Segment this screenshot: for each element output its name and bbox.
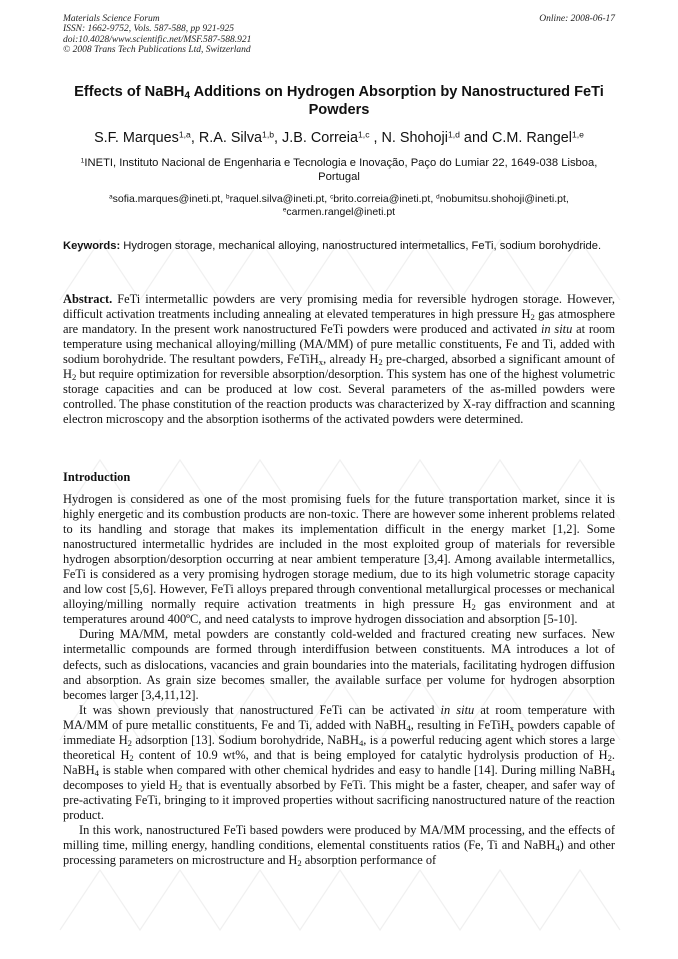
keywords [63,240,615,254]
doi-line: doi:10.4028/www.scientific.net/MSF.587-588.921 [63,34,252,45]
author-emails: $^a$sofia.marques@ineti.pt, $^b$raquel.silva@ineti.pt, $^c$brito.correia@ineti.pt, $^d$nobumitsu.shohoji@ineti.pt, $^e$carmen.rangel@ineti.pt [109,193,569,219]
author-name: C.M. Rangel [491,130,572,146]
email-mark: a [109,193,113,201]
affiliation: $^1$INETI, Instituto Nacional de Engenharia e Tecnologia e Inovação, Paço do Lumiar 22, 1649-038 Lisboa, Portugal [80,157,598,184]
author-email[interactable]: raquel.silva@ineti.pt [229,193,325,205]
author-affiliation-mark: 1,c [358,129,370,140]
issn-line: ISSN: 1662-9752, Vols. 587-588, pp 921-925 [63,24,234,35]
author-email[interactable]: brito.correia@ineti.pt [333,193,431,205]
author-email[interactable]: nobumitsu.shohoji@ineti.pt [439,193,566,205]
online-date: Online: 2008-06-17 [539,14,615,24]
intro-paragraph-3: It was shown previously that nanostructured FeTi can be activated in situ at room temperature with MA/MM of pure metallic constituents, Fe and Ti, added with NaBH$_4$, resulting in FeTiH$_x$ powders capable of immediate $H_2$ adsorption [13]. Sodium borohydride, NaBH$_4$, is a powerful reducing agent which stores a large theoretical $H_2$ content of 10.9 wt%, and that is being employed for catalytic hydrolysis production of $H_2$. NaBH$_4$ is stable when compared with other chemical hydrides and easy to handle [14]. During milling NaBH$_4$ decomposes to yield $H_2$ that is eventually absorbed by FeTi. This might be a faster, cheaper, and safer way of pre-activating FeTi, bringing to it improved properties without sacrificing nanostructured nature of the reaction product. [63,702,616,822]
abstract: Abstract. FeTi intermetallic powders are very promising media for reversible hydrogen storage. However, difficult activation treatments including annealing at elevated temperatures in high pressure $H_2$ gas atmosphere are mandatory. In the present work nanostructured FeTi powders were produced and activated in situ at room temperature using mechanical alloying/milling (MA/MM) of pure metallic constituents, Fe and Ti, added with sodium borohydride. The resultant powders, FeTiH$_x$, already $H_2$ pre-charged, absorbed a significant amount of $H_2$ but require optimization for reversible absorption/desorption. This system has one of the highest volumetric storage capacities and can be produced at low cost. Several parameters of the as-milled powders were controlled. The phase constitution of the reaction products was characterized by X-ray diffraction and scanning electron microscopy and the absorption isotherms of the activated powders were determined. [63,292,616,427]
intro-paragraph-4: In this work, nanostructured FeTi based powders were produced by MA/MM processing, and the effects of milling time, milling energy, handling conditions, elemental constituents ratios (Fe, Ti and NaBH$_4$) and other processing parameters on microstructure and $H_2$ absorption performance of [63,823,616,869]
author-name: S.F. Marques [94,130,179,146]
journal-header [63,14,615,56]
intro-paragraph-1: Hydrogen is considered as one of the most promising fuels for the future transportation market, since it is highly energetic and its combustion products are non-toxic. There are however some inherent problems related to its handling and storage that makes its implementation difficult in the energy market [1,2]. Some nanostructured intermetallic hydrides are included in the most exploited group of materials for reversible hydrogen absorption/desorption occurring at near ambient temperature [3,4]. Among available intermetallics, FeTi is considered as a very promising hydrogen storage medium, due to its high volumetric storage capacity and low cost [5,6]. However, FeTi alloys prepared through conventional metallurgical processes or mechanical alloying/milling normally require activation treatments in high pressure $H_2$ gas environment and at temperatures around 400ºC, and need catalysts to improve hydrogen dissociation and absorption [5-10]. [63,492,615,627]
journal-name: Materials Science Forum [63,14,160,24]
author-affiliation-mark: 1,a [178,129,191,140]
author-list: S.F. Marques$^{1,a}$, R.A. Silva$^{1,b}$, J.B. Correia$^{1,c}$ , N. Shohoji$^{1,d}$ and C.M. Rangel$^{1,e}$ [94,129,584,146]
author-affiliation-mark: 1,d [447,129,460,140]
copyright-line: © 2008 Trans Tech Publications Ltd, Switzerland [63,45,251,56]
author-name: J.B. Correia [282,130,359,146]
email-mark: d [436,193,440,201]
author-name: N. Shohoji [381,130,448,146]
intro-paragraph-2: During MA/MM, metal powders are constantly cold-welded and fractured creating new surfaces. New intermetallic compounds are formed through interdiffusion between constituents. MA introduces a lot of defects, such as dislocations, vacancies and grain boundaries into the materials, facilitating hydrogen diffusion and absorption. As grain size becomes smaller, the available surface per volume for hydrogen absorption becomes larger [3,4,11,12]. [63,627,615,702]
email-mark: c [330,193,334,201]
author-email[interactable]: sofia.marques@ineti.pt [112,193,221,205]
keywords-text: Hydrogen storage, mechanical alloying, nanostructured intermetallics, FeTi, sodium borohydride. [120,240,602,252]
email-mark: e [282,206,287,214]
section-heading-introduction: Introduction [63,470,131,484]
email-mark: b [226,193,230,201]
paper-title: Effects of NaBH$_4$ Additions on Hydrogen Absorption by Nanostructured FeTi Powders [74,84,604,118]
keywords-label: Keywords: [63,240,121,252]
author-email[interactable]: carmen.rangel@ineti.pt [286,206,396,219]
introduction-body [63,492,615,868]
author-name: R.A. Silva [198,130,263,146]
author-affiliation-mark: 1,b [262,129,275,140]
author-affiliation-mark: 1,e [571,129,584,140]
abstract-label: Abstract. [63,292,113,306]
